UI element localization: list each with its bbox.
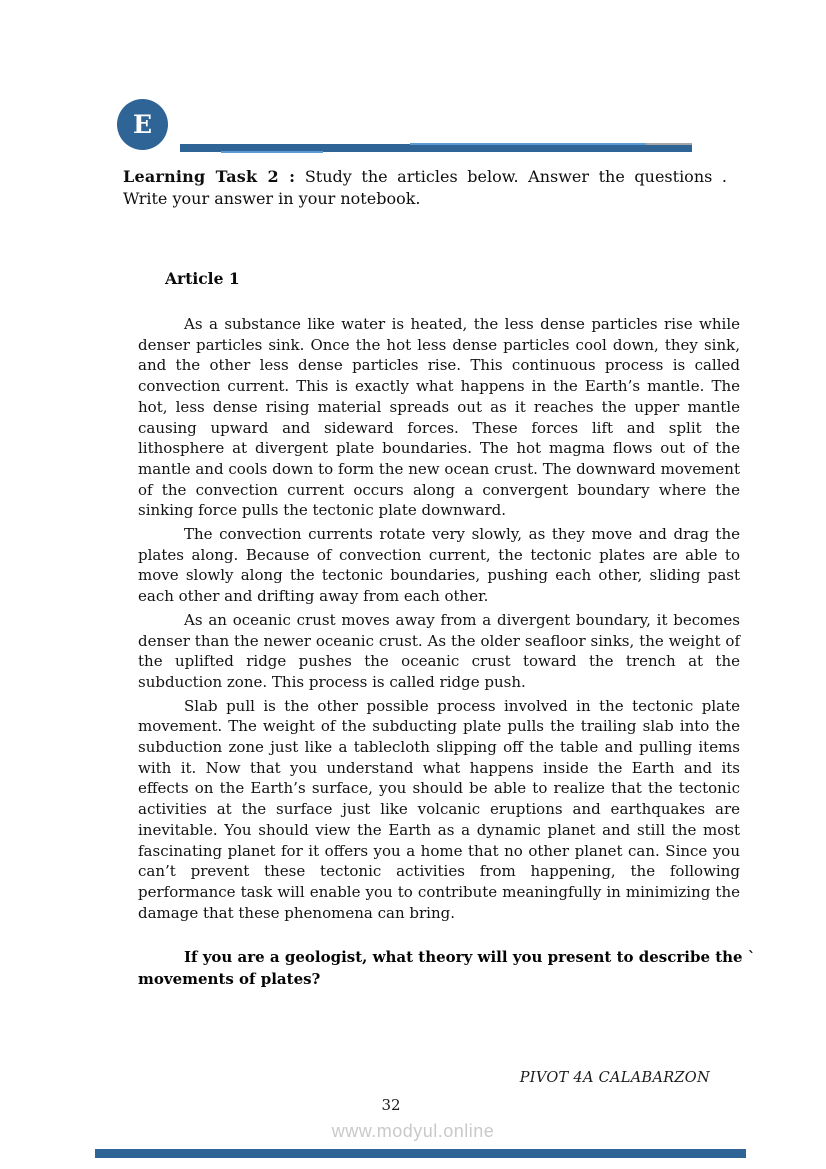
article-body: [138, 314, 740, 926]
section-badge: [117, 99, 168, 150]
learning-task-instructions: Study the articles below. Answer the questions . Write your answer in your notebook.: [123, 167, 727, 208]
article-paragraph-3: As an oceanic crust moves away from a divergent boundary, it becomes denser than the newer oceanic crust. As the older seafloor sinks, the weight of the uplifted ridge pushes the oceanic crust toward the trench at the subduction zone. This process is called ridge push.: [138, 610, 740, 691]
article-paragraph-4: Slab pull is the other possible process involved in the tectonic plate movement. The weight of the subducting plate pulls the trailing slab into the subduction zone just like a tablecloth slipping off the table and pulling items with it. Now that you understand what happens inside the Earth and its effects on the Earth’s surface, you should be able to realize that the tectonic activities at the surface just like volcanic eruptions and earthquakes are inevitable. You should view the Earth as a dynamic planet and still the most fascinating planet for it offers you a home that no other planet can. Since you can’t prevent these tectonic activities from happening, the following performance task will enable you to contribute meaningfully in minimizing the damage that these phenomena can bring.: [138, 696, 740, 922]
header-rule: [180, 144, 692, 152]
learning-task-paragraph: [123, 166, 727, 209]
section-badge-letter: E: [132, 110, 153, 139]
header-rule-gray-accent: [646, 143, 692, 145]
article-question-line-1: If you are a geologist, what theory will you present to describe the `: [184, 948, 756, 966]
watermark-text: www.modyul.online: [331, 1121, 495, 1141]
header-rule-bottom-accent: [221, 151, 323, 153]
header-rule-light-accent: [410, 143, 646, 145]
article-paragraph-2: The convection currents rotate very slowly, as they move and drag the plates along. Because of convection current, the tectonic plates are able to move slowly along the tectonic boundaries, pushing each other, sliding past each other and drifting away from each other.: [138, 525, 740, 606]
page-number: 32: [381, 1096, 401, 1114]
learning-task-label: Learning Task 2 :: [123, 167, 296, 186]
footer-rule: [95, 1149, 746, 1158]
article-question: [138, 946, 756, 990]
footer-brand: PIVOT 4A CALABARZON: [519, 1070, 710, 1086]
article-heading: Article 1: [165, 269, 240, 288]
article-question-line-2: movements of plates?: [138, 970, 321, 988]
article-paragraph-1: As a substance like water is heated, the less dense particles rise while denser particles sink. Once the hot less dense particles cool down, they sink, and the other less dense particles rise. This continuous process is called convection current. This is exactly what happens in the Earth’s mantle. The hot, less dense rising material spreads out as it reaches the upper mantle causing upward and sideward forces. These forces lift and split the lithosphere at divergent plate boundaries. The hot magma flows out of the mantle and cools down to form the new ocean crust. The downward movement of the convection current occurs along a convergent boundary where the sinking force pulls the tectonic plate downward.: [138, 315, 740, 520]
